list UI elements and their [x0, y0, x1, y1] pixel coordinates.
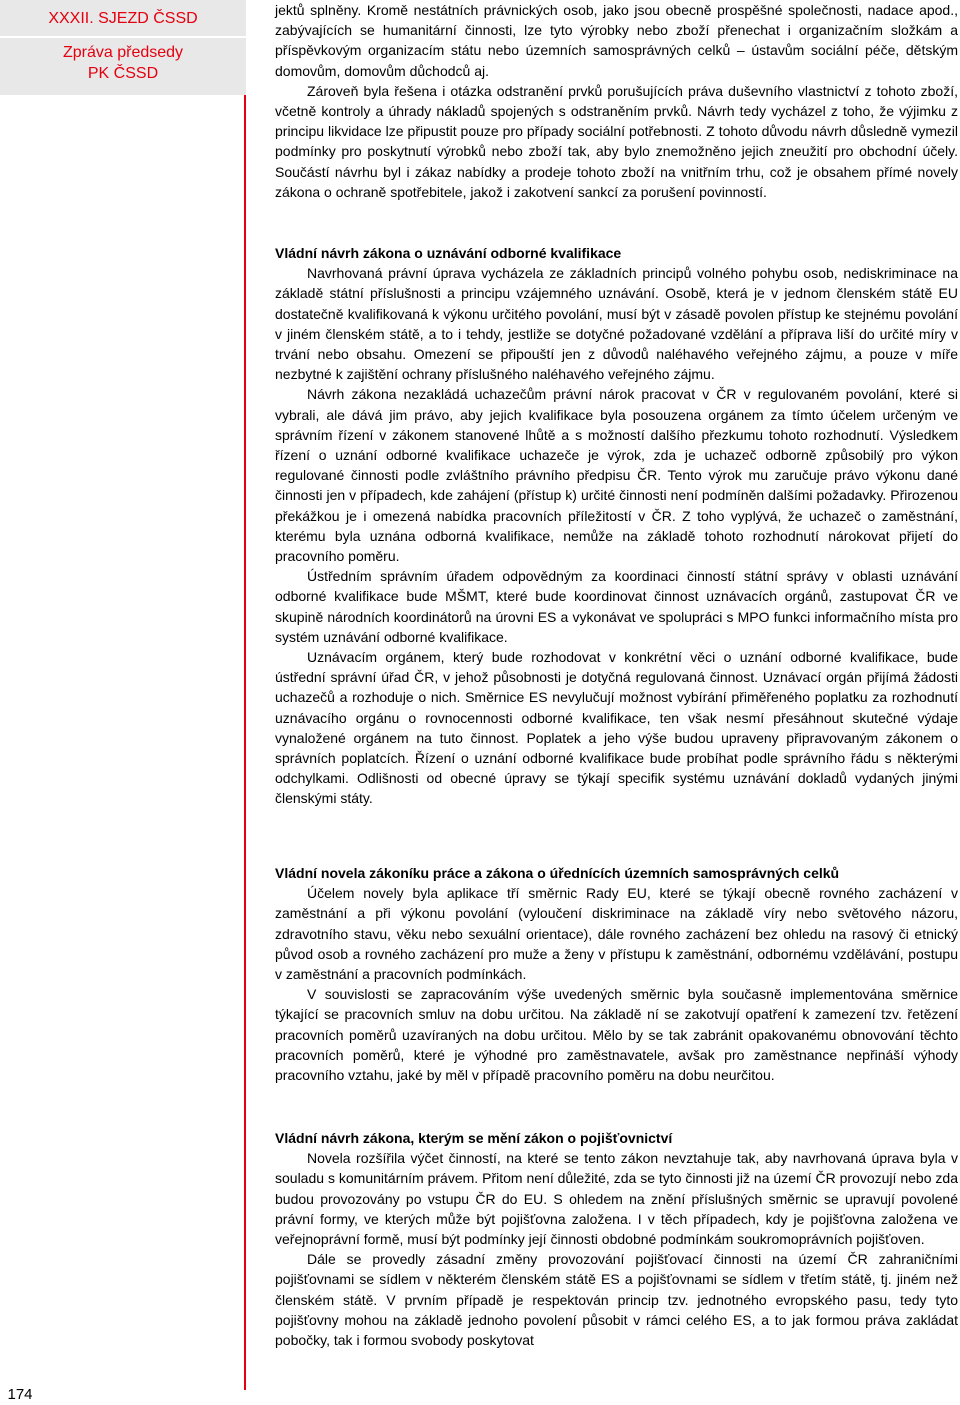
report-subtitle: PK ČSSD — [87, 65, 159, 82]
paragraph: Dále se provedly zásadní změny provozování pojišťovací činnosti na území ČR zahraničními pojišťovnami se sídlem v některém členském státě ES a pojišťovnami se sídlem v třetím státě, tj. jiném než členském státě. V prvním případě je respektován princip tzv. jednotného evropského pasu, tedy tyto pojišťovny mohou na základě jednoho povolení působit v rámci celého ES, a to jak formou práva zakládat pobočky, tak i formou svobody poskytovat — [275, 1251, 958, 1349]
continued-text-block — [275, 0, 958, 202]
sidebar-header-box — [0, 0, 246, 95]
sidebar-divider — [0, 36, 246, 38]
paragraph: Novela rozšířila výčet činností, na které se tento zákon nevztahuje tak, aby navrhovaná úprava byla v souladu s komunitárním právem. Přitom není důležité, zda se tyto činnosti již na území ČR provozují nebo zda budou provozovány po vstupu ČR do EU. S ohledem na znění příslušných směrnic se upravují povolené právní formy, ve kterých může být pojišťovna založena. I v těch případech, kdy je pojišťovna založena ve veřejnoprávní formě, musí být podmínky její činnosti obdobné podmínkám soukromoprávních pojišťoven. — [275, 1150, 958, 1248]
congress-title: XXXII. SJEZD ČSSD — [48, 10, 198, 27]
section-zakonik-prace — [275, 863, 958, 1085]
sidebar — [0, 0, 246, 1405]
paragraph: Ústředním správním úřadem odpovědným za koordinaci činností státní správy v oblasti uznávání odborné kvalifikace bude MŠMT, které bude koordinovat činnost uznávacích orgánů, zastupovat ČR ve skupině národních koordinátorů na úrovni ES a vykonávat ve spolupráci s MPO funkci informačního místa pro systém uznávání odborné kvalifikace. — [275, 568, 958, 645]
paragraph: jektů splněny. Kromě nestátních právnických osob, jako jsou obecně prospěšné společnosti, nadace apod., zabývajících se humanitární činnosti, lze tyto výrobky nebo zboží přenechat i organizačním složkám a příspěvkovým organizacím státu nebo územních samosprávných celků – ústavům sociální péče, dětským domovům, domovům důchodců aj. — [275, 2, 958, 79]
paragraph: Zároveň byla řešena i otázka odstranění prvků porušujících práva duševního vlastnictví z tohoto zboží, včetně kontroly a úhrady nákladů spojených s odstraněním prvků. Návrh tedy vycházel z toho, že výjimku z principu likvidace lze připustit pouze pro případy sociální potřebnosti. Z tohoto důvodu návrh důsledně vymezil podmínky pro poskytnutí výrobků nebo zboží tak, aby bylo znemožněno jejich zneužití pro obchodní účely. Součástí návrhu byl i zákaz nabídky a prodeje tohoto zboží na vnitřním trhu, což je obsahem přímé novely zákona o ochraně spotřebitele, jakož i zakotvení sankcí za porušení povinností. — [275, 82, 958, 200]
paragraph: Navrhovaná právní úprava vycházela ze základních principů volného pohybu osob, nediskriminace na základě státní příslušnosti a principu vzájemného uznávání. Osobě, která je v jednom členském státě EU dostatečně kvalifikovaná k výkonu určitého povolání, musí být v zásadě povolen přístup ke stejnému povolání v jiném členském státě, a to i tehdy, jestliže se dotyčné požadované vzdělání a příprava liší do určité míry v trvání nebo obsahu. Omezení se připouští jen z důvodů naléhavého veřejného zájmu, a pouze v míře nezbytné k zajištění ochrany příslušného naléhavého veřejného zájmu. — [275, 265, 958, 383]
section-pojistovnictvi — [275, 1128, 958, 1350]
section-heading: Vládní návrh zákona o uznávání odborné kvalifikace — [275, 245, 622, 261]
vertical-rule — [244, 95, 246, 1390]
paragraph: Účelem novely byla aplikace tří směrnic Rady EU, které se týkají obecně rovného zacházení v zaměstnání a při výkonu povolání (vyloučení diskriminace na základě víry nebo světového názoru, zdravotního stavu, věku nebo sexuální orientace), dále rovného zacházení bez ohledu na rasový či etnický původ osob a rovného zacházení pro muže a ženy v přístupu k zaměstnání, odbornému vzdělávání, postupu v zaměstnání a pracovních podmínkách. — [275, 885, 958, 983]
section-heading: Vládní návrh zákona, kterým se mění zákon o pojišťovnictví — [275, 1130, 673, 1146]
paragraph: V souvislosti se zapracováním výše uvedených směrnic byla současně implementována směrnice týkající se pracovních smluv na dobu určitou. Na základě ní se zakotvují opatření k zamezení tzv. řetězení pracovních poměrů uzavíraných na dobu určitou. Mělo by se tak zabránit opakovanému obnovování těchto pracovních poměrů, které je výhodné pro zaměstnavatele, avšak pro zaměstnance nepřináší výhody pracovního vztahu, jaké by měl v případě pracovního poměru na dobu neurčitou. — [275, 986, 958, 1084]
section-heading: Vládní novela zákoníku práce a zákona o úřednících územních samosprávných celků — [275, 865, 840, 881]
paragraph: Uznávacím orgánem, který bude rozhodovat v konkrétní věci o uznání odborné kvalifikace, bude ústřední správní úřad ČR, v jehož působnosti je dotyčná regulovaná činnost. Uznávací orgán přijímá žádosti uchazečů a rozhoduje o nich. Směrnice ES nevylučují možnost vybírání přiměřeného poplatku za rozhodnutí uznávacího orgánu o rovnocennosti odborné kvalifikace, ten však nesmí přesáhnout skutečné výdaje vynaložené orgánem na tuto činnost. Poplatek a jeho výše budou upraveny připravovaným zákonem o správních poplatcích. Řízení o uznání odborné kvalifikace bude probíhat podle správního řádu s některými odchylkami. Odlišnosti od obecné úpravy se týkají specifik systému uznávání dokladů vydaných jinými členskými státy. — [275, 649, 958, 807]
report-title: Zpráva předsedy — [62, 44, 184, 61]
page-number: 174 — [7, 1386, 33, 1403]
section-uznavani-kvalifikace — [275, 243, 958, 809]
paragraph: Návrh zákona nezakládá uchazečům právní nárok pracovat v ČR v regulovaném povolání, které si vybrali, ale dává jim právo, aby jejich kvalifikace byla posouzena orgánem za tímto účelem určeným ve správním řízení v zákonem stanovené lhůtě a s možností dalšího přezkumu tohoto rozhodnutí. Výsledkem řízení o uznání odborné kvalifikace uchazeče je výrok, zda je uchazeč odborně způsobilý pro výkon regulované činnosti podle zvláštního právního předpisu ČR. Tento výrok mu zaručuje právo výkonu dané činnosti jen v případech, kde zahájení (přístup k) určité činnosti není podmíněn dalšími požadavky. Přirozenou překážkou je i omezená nabídka pracovních příležitostí v ČR. Z toho vyplývá, že uchazeč o zaměstnání, kterému byla uznána odborná kvalifikace, nemůže na základě tohoto rozhodnutí nárokovat přijetí do pracovního poměru. — [275, 386, 958, 565]
